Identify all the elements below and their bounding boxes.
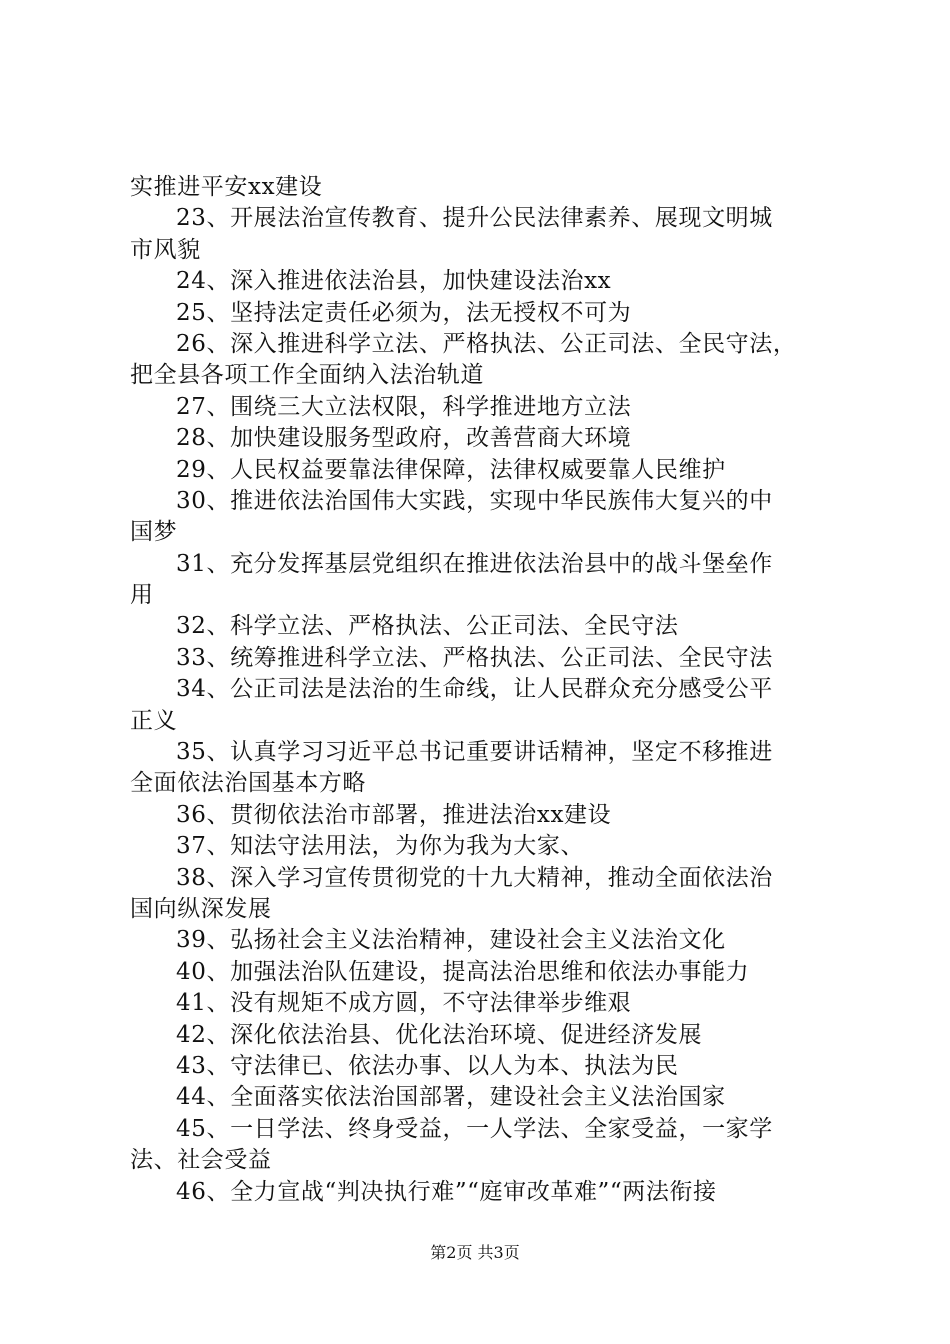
text-line: 40、加强法治队伍建设，提高法治思维和依法办事能力 xyxy=(176,958,750,985)
text-line: 38、深入学习宣传贯彻党的十九大精神，推动全面依法治 xyxy=(176,864,773,891)
text-line: 28、加快建设服务型政府，改善营商大环境 xyxy=(176,425,632,452)
text-line: 44、全面落实依法治国部署，建设社会主义法治国家 xyxy=(176,1084,726,1111)
text-line: 46、全力宣战“判决执行难”“庭审改革难”“两法衔接 xyxy=(176,1178,717,1205)
text-line: 37、知法守法用法，为你为我为大家、 xyxy=(176,833,585,860)
text-line: 30、推进依法治国伟大实践，实现中华民族伟大复兴的中 xyxy=(176,487,773,514)
text-line: 39、弘扬社会主义法治精神，建设社会主义法治文化 xyxy=(176,927,726,954)
text-line: 42、深化依法治县、优化法治环境、促进经济发展 xyxy=(176,1021,703,1048)
text-line: 把全县各项工作全面纳入法治轨道 xyxy=(130,362,484,389)
text-line: 31、充分发挥基层党组织在推进依法治县中的战斗堡垒作 xyxy=(176,550,773,577)
text-line: 33、统筹推进科学立法、严格执法、公正司法、全民守法 xyxy=(176,644,773,671)
text-line: 35、认真学习习近平总书记重要讲话精神，坚定不移推进 xyxy=(176,739,773,766)
text-line: 34、公正司法是法治的生命线，让人民群众充分感受公平 xyxy=(176,676,773,703)
text-line: 29、人民权益要靠法律保障，法律权威要靠人民维护 xyxy=(176,456,726,483)
text-line: 国向纵深发展 xyxy=(130,895,272,922)
text-line: 24、深入推进依法治县，加快建设法治xx xyxy=(176,268,612,295)
text-line: 45、一日学法、终身受益，一人学法、全家受益，一家学 xyxy=(176,1115,773,1142)
text-line: 23、开展法治宣传教育、提升公民法律素养、展现文明城 xyxy=(176,205,773,232)
document-body xyxy=(130,172,840,1208)
text-line: 25、坚持法定责任必须为，法无授权不可为 xyxy=(176,299,632,326)
text-line: 36、贯彻依法治市部署，推进法治xx建设 xyxy=(176,801,612,828)
text-line: 正义 xyxy=(130,707,178,734)
text-line: 全面依法治国基本方略 xyxy=(130,770,366,797)
text-line: 41、没有规矩不成方圆，不守法律举步维艰 xyxy=(176,990,632,1017)
text-line: 用 xyxy=(130,582,154,609)
text-line: 27、围绕三大立法权限，科学推进地方立法 xyxy=(176,393,632,420)
text-line: 43、守法律已、依法办事、以人为本、执法为民 xyxy=(176,1052,679,1079)
text-line: 市风貌 xyxy=(130,236,201,263)
text-line: 26、深入推进科学立法、严格执法、公正司法、全民守法， xyxy=(176,330,797,357)
text-line: 法、社会受益 xyxy=(130,1147,272,1174)
page-footer: 第2页 共3页 xyxy=(430,1243,520,1262)
text-line: 实推进平安xx建设 xyxy=(130,174,323,200)
text-line: 国梦 xyxy=(130,519,178,546)
text-line: 32、科学立法、严格执法、公正司法、全民守法 xyxy=(176,613,679,640)
